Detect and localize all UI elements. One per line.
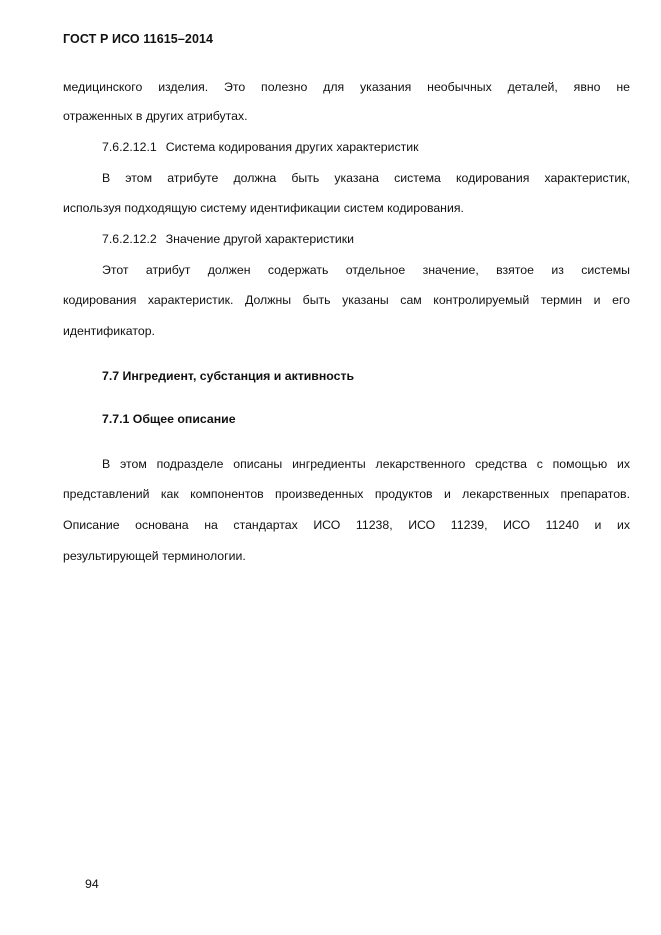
paragraph-line: результирующей терминологии. — [63, 549, 246, 563]
page-number: 94 — [85, 877, 99, 891]
paragraph-line: В этом атрибуте должна быть указана система кодирования характеристик, — [102, 171, 630, 185]
subsection-heading-7-6-2-12-1 — [102, 132, 630, 163]
document-header: ГОСТ Р ИСО 11615–2014 — [63, 32, 214, 46]
subsection-title: Система кодирования других характеристик — [165, 140, 419, 154]
section-heading-7-7-1: 7.7.1 Общее описание — [102, 412, 236, 426]
subsection-number: 7.6.2.12.1 — [102, 140, 157, 154]
paragraph-line: используя подходящую систему идентификации систем кодирования. — [63, 201, 464, 215]
section-heading-7-7: 7.7 Ингредиент, субстанция и активность — [102, 369, 355, 383]
paragraph-line: Этот атрибут должен содержать отдельное значение, взятое из системы — [102, 263, 630, 277]
paragraph-line: кодирования характеристик. Должны быть указаны сам контролируемый термин и его — [63, 293, 630, 307]
paragraph-line: представлений как компонентов произведенных продуктов и лекарственных препаратов. — [63, 487, 630, 501]
paragraph-line: идентификатор. — [63, 324, 155, 338]
paragraph-line: отраженных в других атрибутах. — [63, 109, 248, 123]
subsection-number: 7.6.2.12.2 — [102, 232, 157, 246]
paragraph-line: медицинского изделия. Это полезно для указания необычных деталей, явно не — [63, 80, 630, 94]
paragraph-line: В этом подразделе описаны ингредиенты лекарственного средства с помощью их — [102, 457, 630, 471]
paragraph-line: Описание основана на стандартах ИСО 11238, ИСО 11239, ИСО 11240 и их — [63, 518, 630, 532]
subsection-heading-7-6-2-12-2 — [102, 224, 630, 255]
subsection-title: Значение другой характеристики — [165, 232, 354, 246]
